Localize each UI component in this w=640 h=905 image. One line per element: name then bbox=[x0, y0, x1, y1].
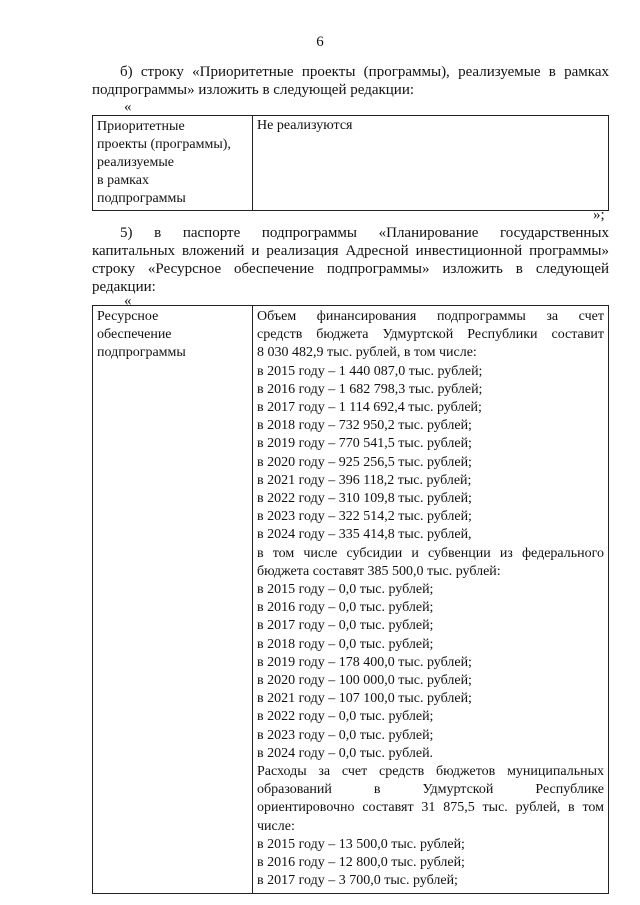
funding-line: в 2024 году – 335 414,8 тыс. рублей, bbox=[257, 527, 472, 543]
funding-line: в 2020 году – 925 256,5 тыс. рублей; bbox=[257, 454, 472, 470]
funding-line: бюджета составят 385 500,0 тыс. рублей: bbox=[257, 563, 501, 579]
funding-line: Объем финансирования подпрограммы за счет bbox=[257, 309, 604, 324]
label-line: реализуемые bbox=[97, 155, 174, 170]
funding-line: образований в Удмуртской Республике bbox=[257, 782, 604, 798]
label-line: подпрограммы bbox=[97, 191, 186, 206]
funding-line: в 2015 году – 13 500,0 тыс. рублей; bbox=[257, 836, 465, 852]
funding-line: числе: bbox=[257, 818, 295, 834]
funding-line: средств бюджета Удмуртской Республики составит bbox=[257, 327, 604, 343]
section-5-line: капитальных вложений и реализация Адресной инвестиционной программы» bbox=[92, 243, 609, 259]
funding-line: в 2023 году – 322 514,2 тыс. рублей; bbox=[257, 509, 472, 525]
section-b-line: б) строку «Приоритетные проекты (программы), реализуемые в рамках bbox=[120, 64, 609, 80]
label-line: подпрограммы bbox=[97, 345, 186, 360]
page-number: 6 bbox=[316, 34, 324, 50]
funding-line: в том числе субсидии и субвенции из федерального bbox=[257, 545, 604, 561]
label-line: проекты (программы), bbox=[97, 137, 231, 152]
funding-line: в 2017 году – 0,0 тыс. рублей; bbox=[257, 618, 434, 634]
funding-line: ориентировочно составят 31 875,5 тыс. рублей, в том bbox=[257, 800, 604, 816]
label-line: Приоритетные bbox=[97, 119, 185, 134]
funding-line: в 2015 году – 0,0 тыс. рублей; bbox=[257, 582, 434, 598]
section-5-line: 5) в паспорте подпрограммы «Планирование государственных bbox=[120, 225, 609, 241]
section-5-paragraph bbox=[92, 224, 609, 296]
funding-line: в 2015 году – 1 440 087,0 тыс. рублей; bbox=[257, 363, 483, 379]
value-text: Не реализуются bbox=[257, 118, 353, 133]
section-5-line: строку «Ресурсное обеспечение подпрограммы» изложить в следующей bbox=[92, 261, 609, 277]
open-quote: « bbox=[124, 99, 132, 115]
label-line: в рамках bbox=[97, 173, 149, 188]
funding-line: 8 030 482,9 тыс. рублей, в том числе: bbox=[257, 345, 477, 361]
funding-line: в 2016 году – 1 682 798,3 тыс. рублей; bbox=[257, 381, 483, 397]
priority-projects-table bbox=[92, 115, 609, 211]
funding-line: в 2022 году – 0,0 тыс. рублей; bbox=[257, 709, 434, 725]
funding-line: в 2022 году – 310 109,8 тыс. рублей; bbox=[257, 491, 472, 507]
funding-line: в 2021 году – 396 118,2 тыс. рублей; bbox=[257, 472, 472, 488]
funding-line: в 2021 году – 107 100,0 тыс. рублей; bbox=[257, 691, 472, 707]
close-quote: »; bbox=[593, 207, 605, 223]
table-label-cell bbox=[93, 306, 253, 894]
label-line: Ресурсное bbox=[97, 309, 159, 324]
resource-support-table bbox=[92, 305, 609, 894]
funding-line: в 2016 году – 0,0 тыс. рублей; bbox=[257, 600, 434, 616]
funding-line: в 2019 году – 178 400,0 тыс. рублей; bbox=[257, 654, 472, 670]
funding-line: в 2019 году – 770 541,5 тыс. рублей; bbox=[257, 436, 472, 452]
label-line: обеспечение bbox=[97, 327, 172, 342]
section-b-line: подпрограммы» изложить в следующей редакции: bbox=[92, 82, 415, 98]
funding-line: в 2020 году – 100 000,0 тыс. рублей; bbox=[257, 673, 472, 689]
funding-line: в 2023 году – 0,0 тыс. рублей; bbox=[257, 727, 434, 743]
funding-lines bbox=[257, 308, 604, 891]
funding-line: в 2016 году – 12 800,0 тыс. рублей; bbox=[257, 855, 465, 871]
funding-line: в 2018 году – 0,0 тыс. рублей; bbox=[257, 636, 434, 652]
open-quote-2: « bbox=[124, 293, 132, 309]
section-b-paragraph bbox=[92, 63, 609, 99]
table-value-cell bbox=[253, 116, 609, 211]
funding-line: Расходы за счет средств бюджетов муниципальных bbox=[257, 764, 604, 780]
funding-line: в 2017 году – 3 700,0 тыс. рублей; bbox=[257, 873, 458, 889]
table-value-cell bbox=[253, 306, 609, 894]
table-label-cell bbox=[93, 116, 253, 211]
funding-line: в 2017 году – 1 114 692,4 тыс. рублей; bbox=[257, 400, 482, 416]
section-5-line: редакции: bbox=[92, 279, 156, 295]
funding-line: в 2024 году – 0,0 тыс. рублей. bbox=[257, 745, 434, 761]
funding-line: в 2018 году – 732 950,2 тыс. рублей; bbox=[257, 418, 472, 434]
